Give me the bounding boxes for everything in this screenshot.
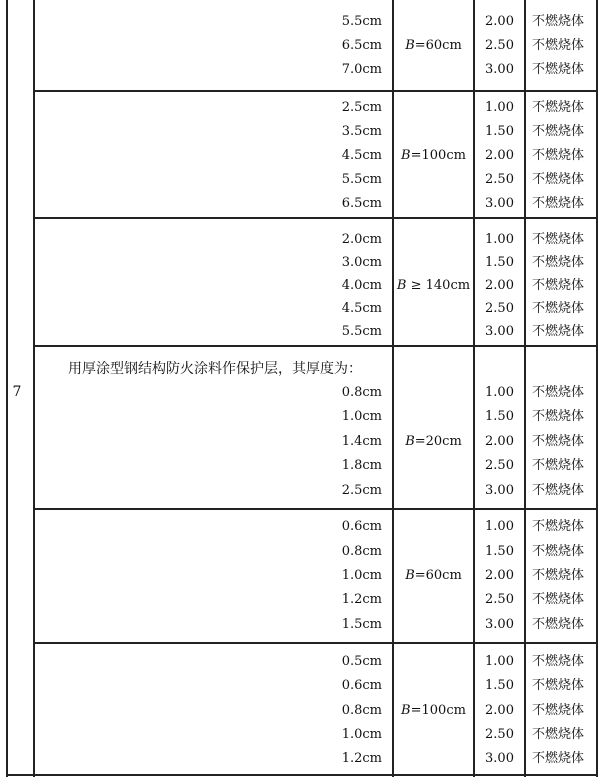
combustibility-class: 不燃烧体 xyxy=(532,278,585,293)
fire-resistance-hours: 2.00 xyxy=(485,14,514,29)
thickness-value: 5.5cm xyxy=(341,14,382,29)
group-divider xyxy=(34,508,597,510)
thickness-value: 1.2cm xyxy=(341,751,382,766)
combustibility-class: 不燃烧体 xyxy=(532,148,585,163)
fire-resistance-hours: 2.00 xyxy=(485,148,514,163)
column-divider-thickness xyxy=(392,0,394,777)
fire-resistance-hours: 3.00 xyxy=(485,751,514,766)
combustibility-class: 不燃烧体 xyxy=(532,703,585,718)
thickness-value: 1.2cm xyxy=(341,592,382,607)
thickness-value: 1.0cm xyxy=(341,409,382,424)
combustibility-class: 不燃烧体 xyxy=(532,751,585,766)
combustibility-class: 不燃烧体 xyxy=(532,38,585,53)
thickness-value: 5.5cm xyxy=(341,172,382,187)
thickness-value: 7.0cm xyxy=(341,62,382,77)
width-variable: B xyxy=(401,148,411,163)
fire-resistance-hours: 1.50 xyxy=(485,544,514,559)
width-spec xyxy=(394,274,473,298)
thickness-value: 0.6cm xyxy=(341,519,382,534)
thickness-value: 4.5cm xyxy=(341,301,382,316)
combustibility-class: 不燃烧体 xyxy=(532,678,585,693)
column-divider-hours xyxy=(524,0,526,777)
combustibility-class: 不燃烧体 xyxy=(532,324,585,339)
fire-resistance-hours: 2.00 xyxy=(485,434,514,449)
thickness-value: 2.0cm xyxy=(341,232,382,247)
width-value: ≥ 140cm xyxy=(406,278,471,293)
thickness-value: 1.5cm xyxy=(341,617,382,632)
width-variable: B xyxy=(405,38,415,53)
width-variable: B xyxy=(401,702,411,718)
thickness-value: 3.0cm xyxy=(341,255,382,270)
thickness-value: 4.5cm xyxy=(341,148,382,163)
fire-resistance-hours: 1.50 xyxy=(485,124,514,139)
thickness-value: 4.0cm xyxy=(341,278,382,293)
combustibility-class: 不燃烧体 xyxy=(532,172,585,187)
thickness-value: 2.5cm xyxy=(341,100,382,115)
fire-resistance-hours: 2.00 xyxy=(485,703,514,718)
width-spec xyxy=(394,564,473,588)
fire-resistance-hours: 2.50 xyxy=(485,592,514,607)
combustibility-class: 不燃烧体 xyxy=(532,385,585,400)
width-value: =100cm xyxy=(410,702,466,718)
combustibility-class: 不燃烧体 xyxy=(532,232,585,247)
fire-resistance-hours: 1.50 xyxy=(485,409,514,424)
fire-resistance-hours: 2.50 xyxy=(485,38,514,53)
fire-resistance-hours: 1.00 xyxy=(485,385,514,400)
width-spec xyxy=(394,430,473,454)
fire-resistance-hours: 3.00 xyxy=(485,617,514,632)
fire-resistance-hours: 2.50 xyxy=(485,172,514,187)
table-border-right xyxy=(596,0,598,777)
fire-resistance-hours: 2.00 xyxy=(485,278,514,293)
fire-resistance-hours: 3.00 xyxy=(485,62,514,77)
thickness-value: 1.4cm xyxy=(341,434,382,449)
thickness-value: 3.5cm xyxy=(341,124,382,139)
width-variable: B xyxy=(405,434,415,449)
protection-layer-description: 用厚涂型钢结构防火涂料作保护层，其厚度为： xyxy=(68,361,362,377)
fire-resistance-hours: 2.50 xyxy=(485,458,514,473)
fire-resistance-hours: 1.00 xyxy=(485,519,514,534)
combustibility-class: 不燃烧体 xyxy=(532,654,585,669)
combustibility-class: 不燃烧体 xyxy=(532,483,585,498)
width-value: =20cm xyxy=(414,434,462,449)
row-number: 7 xyxy=(12,384,22,400)
table-border-bottom xyxy=(6,774,598,776)
group-divider xyxy=(34,217,597,219)
width-value: =60cm xyxy=(414,568,462,583)
fire-resistance-hours: 2.00 xyxy=(485,568,514,583)
thickness-value: 0.8cm xyxy=(341,385,382,400)
combustibility-class: 不燃烧体 xyxy=(532,14,585,29)
thickness-value: 1.8cm xyxy=(341,458,382,473)
fire-resistance-hours: 1.00 xyxy=(485,232,514,247)
combustibility-class: 不燃烧体 xyxy=(532,196,585,211)
fire-resistance-hours: 1.00 xyxy=(485,100,514,115)
fire-resistance-hours: 2.50 xyxy=(485,727,514,742)
fire-resistance-hours: 1.50 xyxy=(485,678,514,693)
thickness-value: 1.0cm xyxy=(341,568,382,583)
thickness-value: 0.5cm xyxy=(341,654,382,669)
group-divider xyxy=(34,345,597,347)
width-value: =100cm xyxy=(410,148,466,163)
width-variable: B xyxy=(396,278,407,293)
combustibility-class: 不燃烧体 xyxy=(532,62,585,77)
combustibility-class: 不燃烧体 xyxy=(532,409,585,424)
group-divider xyxy=(34,90,597,92)
width-spec xyxy=(394,34,473,58)
combustibility-class: 不燃烧体 xyxy=(532,519,585,534)
combustibility-class: 不燃烧体 xyxy=(532,301,585,316)
fire-resistance-hours: 3.00 xyxy=(485,483,514,498)
fire-resistance-hours: 3.00 xyxy=(485,196,514,211)
combustibility-class: 不燃烧体 xyxy=(532,592,585,607)
width-spec xyxy=(394,144,473,168)
combustibility-class: 不燃烧体 xyxy=(532,727,585,742)
thickness-value: 5.5cm xyxy=(341,324,382,339)
combustibility-class: 不燃烧体 xyxy=(532,434,585,449)
fire-resistance-hours: 1.00 xyxy=(485,654,514,669)
thickness-value: 2.5cm xyxy=(341,483,382,498)
fire-resistance-hours: 3.00 xyxy=(485,324,514,339)
width-variable: B xyxy=(405,568,415,583)
combustibility-class: 不燃烧体 xyxy=(532,544,585,559)
thickness-value: 0.8cm xyxy=(341,544,382,559)
thickness-value: 0.8cm xyxy=(341,703,382,718)
thickness-value: 0.6cm xyxy=(341,678,382,693)
thickness-value: 6.5cm xyxy=(341,196,382,211)
combustibility-class: 不燃烧体 xyxy=(532,100,585,115)
fire-resistance-hours: 2.50 xyxy=(485,301,514,316)
combustibility-class: 不燃烧体 xyxy=(532,124,585,139)
thickness-value: 1.0cm xyxy=(341,727,382,742)
width-value: =60cm xyxy=(414,38,462,53)
combustibility-class: 不燃烧体 xyxy=(532,617,585,632)
combustibility-class: 不燃烧体 xyxy=(532,458,585,473)
combustibility-class: 不燃烧体 xyxy=(532,255,585,270)
combustibility-class: 不燃烧体 xyxy=(532,568,585,583)
group-divider xyxy=(34,642,597,644)
width-spec xyxy=(394,699,473,723)
fire-resistance-hours: 1.50 xyxy=(485,255,514,270)
thickness-value: 6.5cm xyxy=(341,38,382,53)
